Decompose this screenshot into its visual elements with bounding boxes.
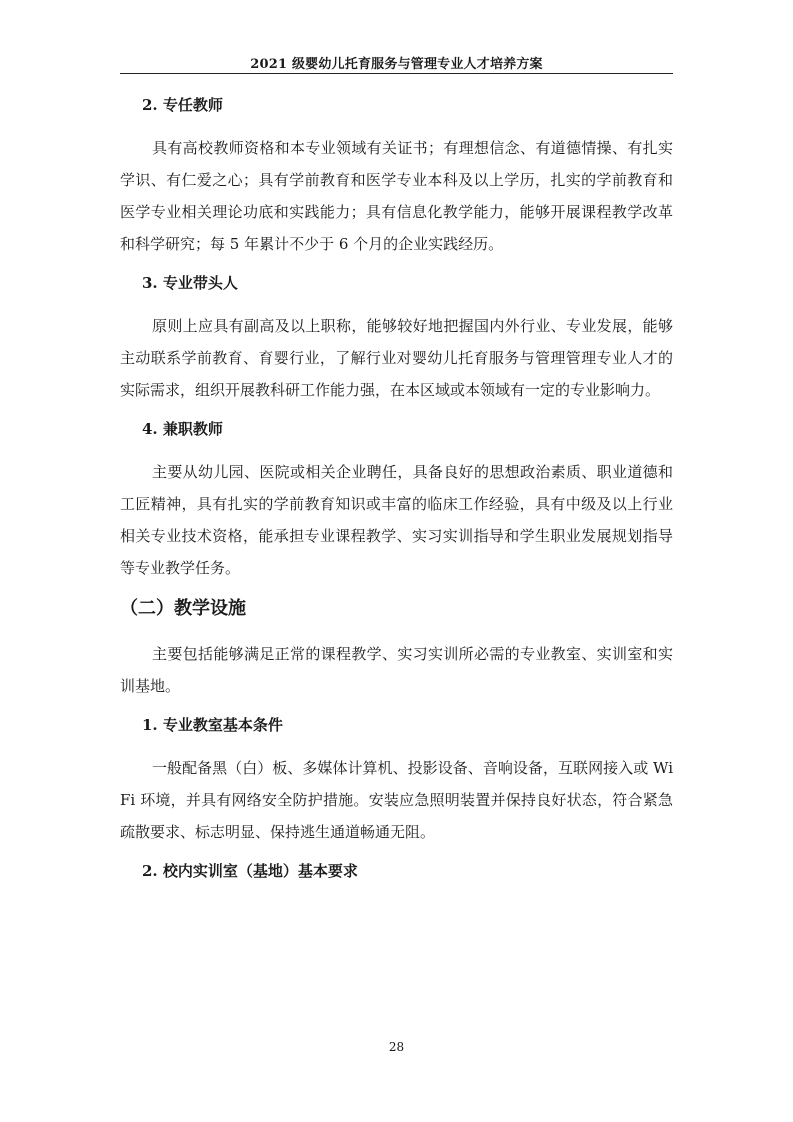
running-header: 2021 级婴幼儿托育服务与管理专业人才培养方案 — [250, 57, 543, 72]
paragraph-full-time-teachers: 具有高校教师资格和本专业领域有关证书；有理想信念、有道德情操、有扎实学识、有仁爱之心；具有学前教育和医学专业本科及以上学历，扎实的学前教育和医学专业相关理论功底和实践能力；具有信息化教学能力，能够开展课程教学改革和科学研究；每 5 年累计不少于 6 个月的企业实践经历。 — [120, 139, 673, 253]
paragraph-program-leader: 原则上应具有副高及以上职称，能够较好地把握国内外行业、专业发展，能够主动联系学前教育、育婴行业，了解行业对婴幼儿托育服务与管理管理专业人才的实际需求，组织开展教科研工作能力强，在本区域或本领域有一定的专业影响力。 — [120, 317, 673, 399]
paragraph-classroom-conditions: 一般配备黑（白）板、多媒体计算机、投影设备、音响设备，互联网接入或 WiFi 环境，并具有网络安全防护措施。安装应急照明装置并保持良好状态，符合紧急疏散要求、标志明显、保持逃生通道畅通无阻。 — [120, 759, 673, 841]
section-heading-program-leader: 3. 专业带头人 — [142, 274, 238, 292]
page-body — [120, 90, 673, 886]
section-heading-classroom-conditions: 1. 专业教室基本条件 — [142, 716, 283, 734]
paragraph-part-time-teachers: 主要从幼儿园、医院或相关企业聘任，具备良好的思想政治素质、职业道德和工匠精神，具有扎实的学前教育知识或丰富的临床工作经验，具有中级及以上行业相关专业技术资格，能承担专业课程教学、实习实训指导和学生职业发展规划指导等专业教学任务。 — [120, 463, 673, 577]
page-number: 28 — [388, 1040, 405, 1054]
header-divider — [120, 73, 673, 74]
section-heading-full-time-teachers: 2. 专任教师 — [142, 96, 223, 114]
section-heading-teaching-facilities: （二）教学设施 — [120, 598, 246, 619]
paragraph-teaching-facilities: 主要包括能够满足正常的课程教学、实习实训所必需的专业教室、实训室和实训基地。 — [120, 645, 673, 695]
section-heading-training-rooms: 2. 校内实训室（基地）基本要求 — [142, 862, 358, 880]
section-heading-part-time-teachers: 4. 兼职教师 — [142, 420, 223, 438]
